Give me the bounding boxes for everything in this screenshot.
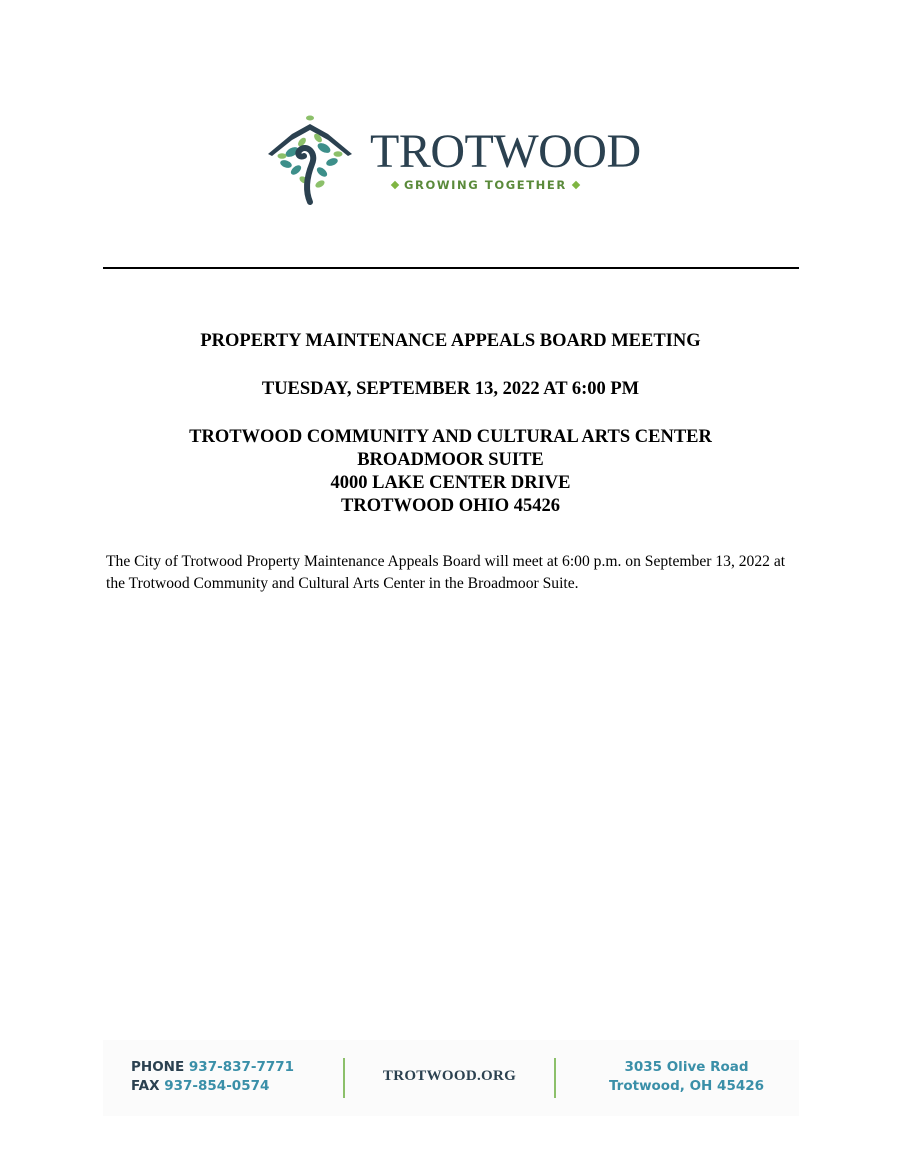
venue-line: 4000 LAKE CENTER DRIVE	[330, 473, 571, 493]
logo-wordmark: TROTWOOD	[370, 125, 641, 178]
trotwood-logo	[258, 108, 648, 210]
meeting-notice: The City of Trotwood Property Maintenance Appeals Board will meet at 6:00 p.m. on September 13, 2022 at the Trotwood Community and Cultural Arts Center in the Broadmoor Suite.	[106, 553, 786, 592]
venue-line: TROTWOOD OHIO 45426	[341, 496, 560, 516]
address-city: Trotwood, OH 45426	[608, 1078, 765, 1094]
meeting-datetime: TUESDAY, SEPTEMBER 13, 2022 AT 6:00 PM	[261, 379, 640, 399]
fax-number: 937-854-0574	[164, 1078, 270, 1094]
fax-line	[131, 1077, 294, 1096]
phone-line	[131, 1058, 294, 1077]
address-street: 3035 Olive Road	[624, 1059, 749, 1075]
venue-line: BROADMOOR SUITE	[357, 450, 544, 470]
mailing-address	[559, 1058, 814, 1096]
phone-number: 937-837-7771	[188, 1059, 295, 1075]
logo-tagline	[392, 178, 579, 192]
letterhead-footer	[103, 1040, 799, 1116]
footer-divider	[343, 1058, 345, 1098]
website-link[interactable]: TROTWOOD.ORG	[382, 1068, 517, 1084]
tree-emblem-icon	[262, 108, 358, 208]
fax-label: FAX	[131, 1078, 160, 1094]
footer-divider	[554, 1058, 556, 1098]
phone-label: PHONE	[131, 1059, 185, 1075]
header-divider	[103, 267, 799, 269]
diamond-icon	[572, 181, 580, 189]
venue-line: TROTWOOD COMMUNITY AND CULTURAL ARTS CENTER	[189, 427, 712, 447]
meeting-title: PROPERTY MAINTENANCE APPEALS BOARD MEETING	[200, 331, 701, 351]
tagline-text: GROWING TOGETHER	[404, 178, 567, 192]
meeting-venue	[0, 426, 901, 518]
diamond-icon	[391, 181, 399, 189]
contact-numbers	[131, 1058, 294, 1096]
